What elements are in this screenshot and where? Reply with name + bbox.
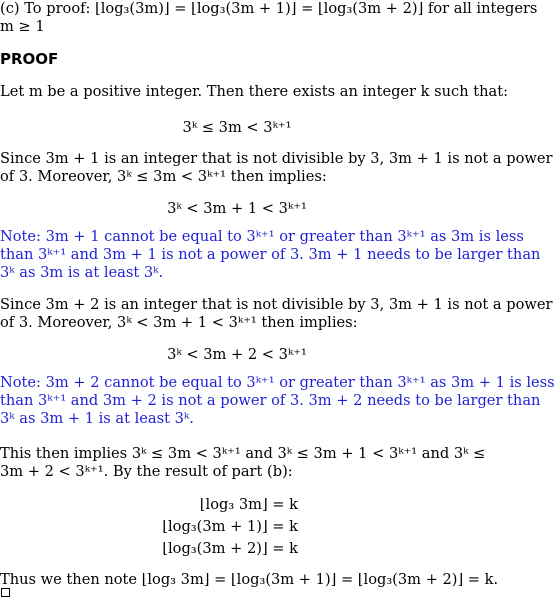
paragraph-1-line-1: Since 3m + 1 is an integer that is not divisible by 3, 3m + 1 is not a power [0,150,553,167]
floor-log-equation-1: ⌊log₃ 3m⌋ = k [199,496,298,513]
paragraph-1-line-2: of 3. Moreover, 3ᵏ ≤ 3m < 3ᵏ⁺¹ then implies: [0,168,327,185]
proof-intro: Let m be a positive integer. Then there exists an integer k such that: [0,83,509,100]
paragraph-2-line-1: Since 3m + 2 is an integer that is not divisible by 3, 3m + 1 is not a power [0,296,553,313]
inequality-1: 3ᵏ ≤ 3m < 3ᵏ⁺¹ [182,119,292,136]
note-1-line-3: 3ᵏ as 3m is at least 3ᵏ. [0,264,164,281]
note-1-line-1: Note: 3m + 1 cannot be equal to 3ᵏ⁺¹ or greater than 3ᵏ⁺¹ as 3m is less [0,228,524,245]
floor-log-equation-2: ⌊log₃(3m + 1)⌋ = k [162,518,298,535]
paragraph-3-line-1: This then implies 3ᵏ ≤ 3m < 3ᵏ⁺¹ and 3ᵏ ≤ 3m + 1 < 3ᵏ⁺¹ and 3ᵏ ≤ [0,445,486,462]
paragraph-3-line-2: 3m + 2 < 3ᵏ⁺¹. By the result of part (b): [0,463,293,480]
floor-log-equation-3: ⌊log₃(3m + 2)⌋ = k [162,540,298,557]
paragraph-2-line-2: of 3. Moreover, 3ᵏ < 3m + 1 < 3ᵏ⁺¹ then implies: [0,314,358,331]
qed-box [1,588,10,597]
proof-heading: PROOF [0,50,59,68]
note-2-line-1: Note: 3m + 2 cannot be equal to 3ᵏ⁺¹ or greater than 3ᵏ⁺¹ as 3m + 1 is less [0,374,555,391]
inequality-3: 3ᵏ < 3m + 2 < 3ᵏ⁺¹ [167,346,307,363]
note-2-line-3: 3ᵏ as 3m + 1 is at least 3ᵏ. [0,410,194,427]
note-1-line-2: than 3ᵏ⁺¹ and 3m + 1 is not a power of 3. 3m + 1 needs to be larger than [0,246,541,263]
inequality-2: 3ᵏ < 3m + 1 < 3ᵏ⁺¹ [167,200,307,217]
note-2-line-2: than 3ᵏ⁺¹ and 3m + 2 is not a power of 3. 3m + 2 needs to be larger than [0,392,541,409]
conclusion-line: Thus we then note ⌊log₃ 3m⌋ = ⌊log₃(3m + 1)⌋ = ⌊log₃(3m + 2)⌋ = k. [0,571,499,588]
problem-statement-line-2: m ≥ 1 [0,18,45,35]
problem-statement-line-1: (c) To proof: ⌊log₃(3m)⌋ = ⌊log₃(3m + 1)⌋ = ⌊log₃(3m + 2)⌋ for all integers [0,0,538,17]
